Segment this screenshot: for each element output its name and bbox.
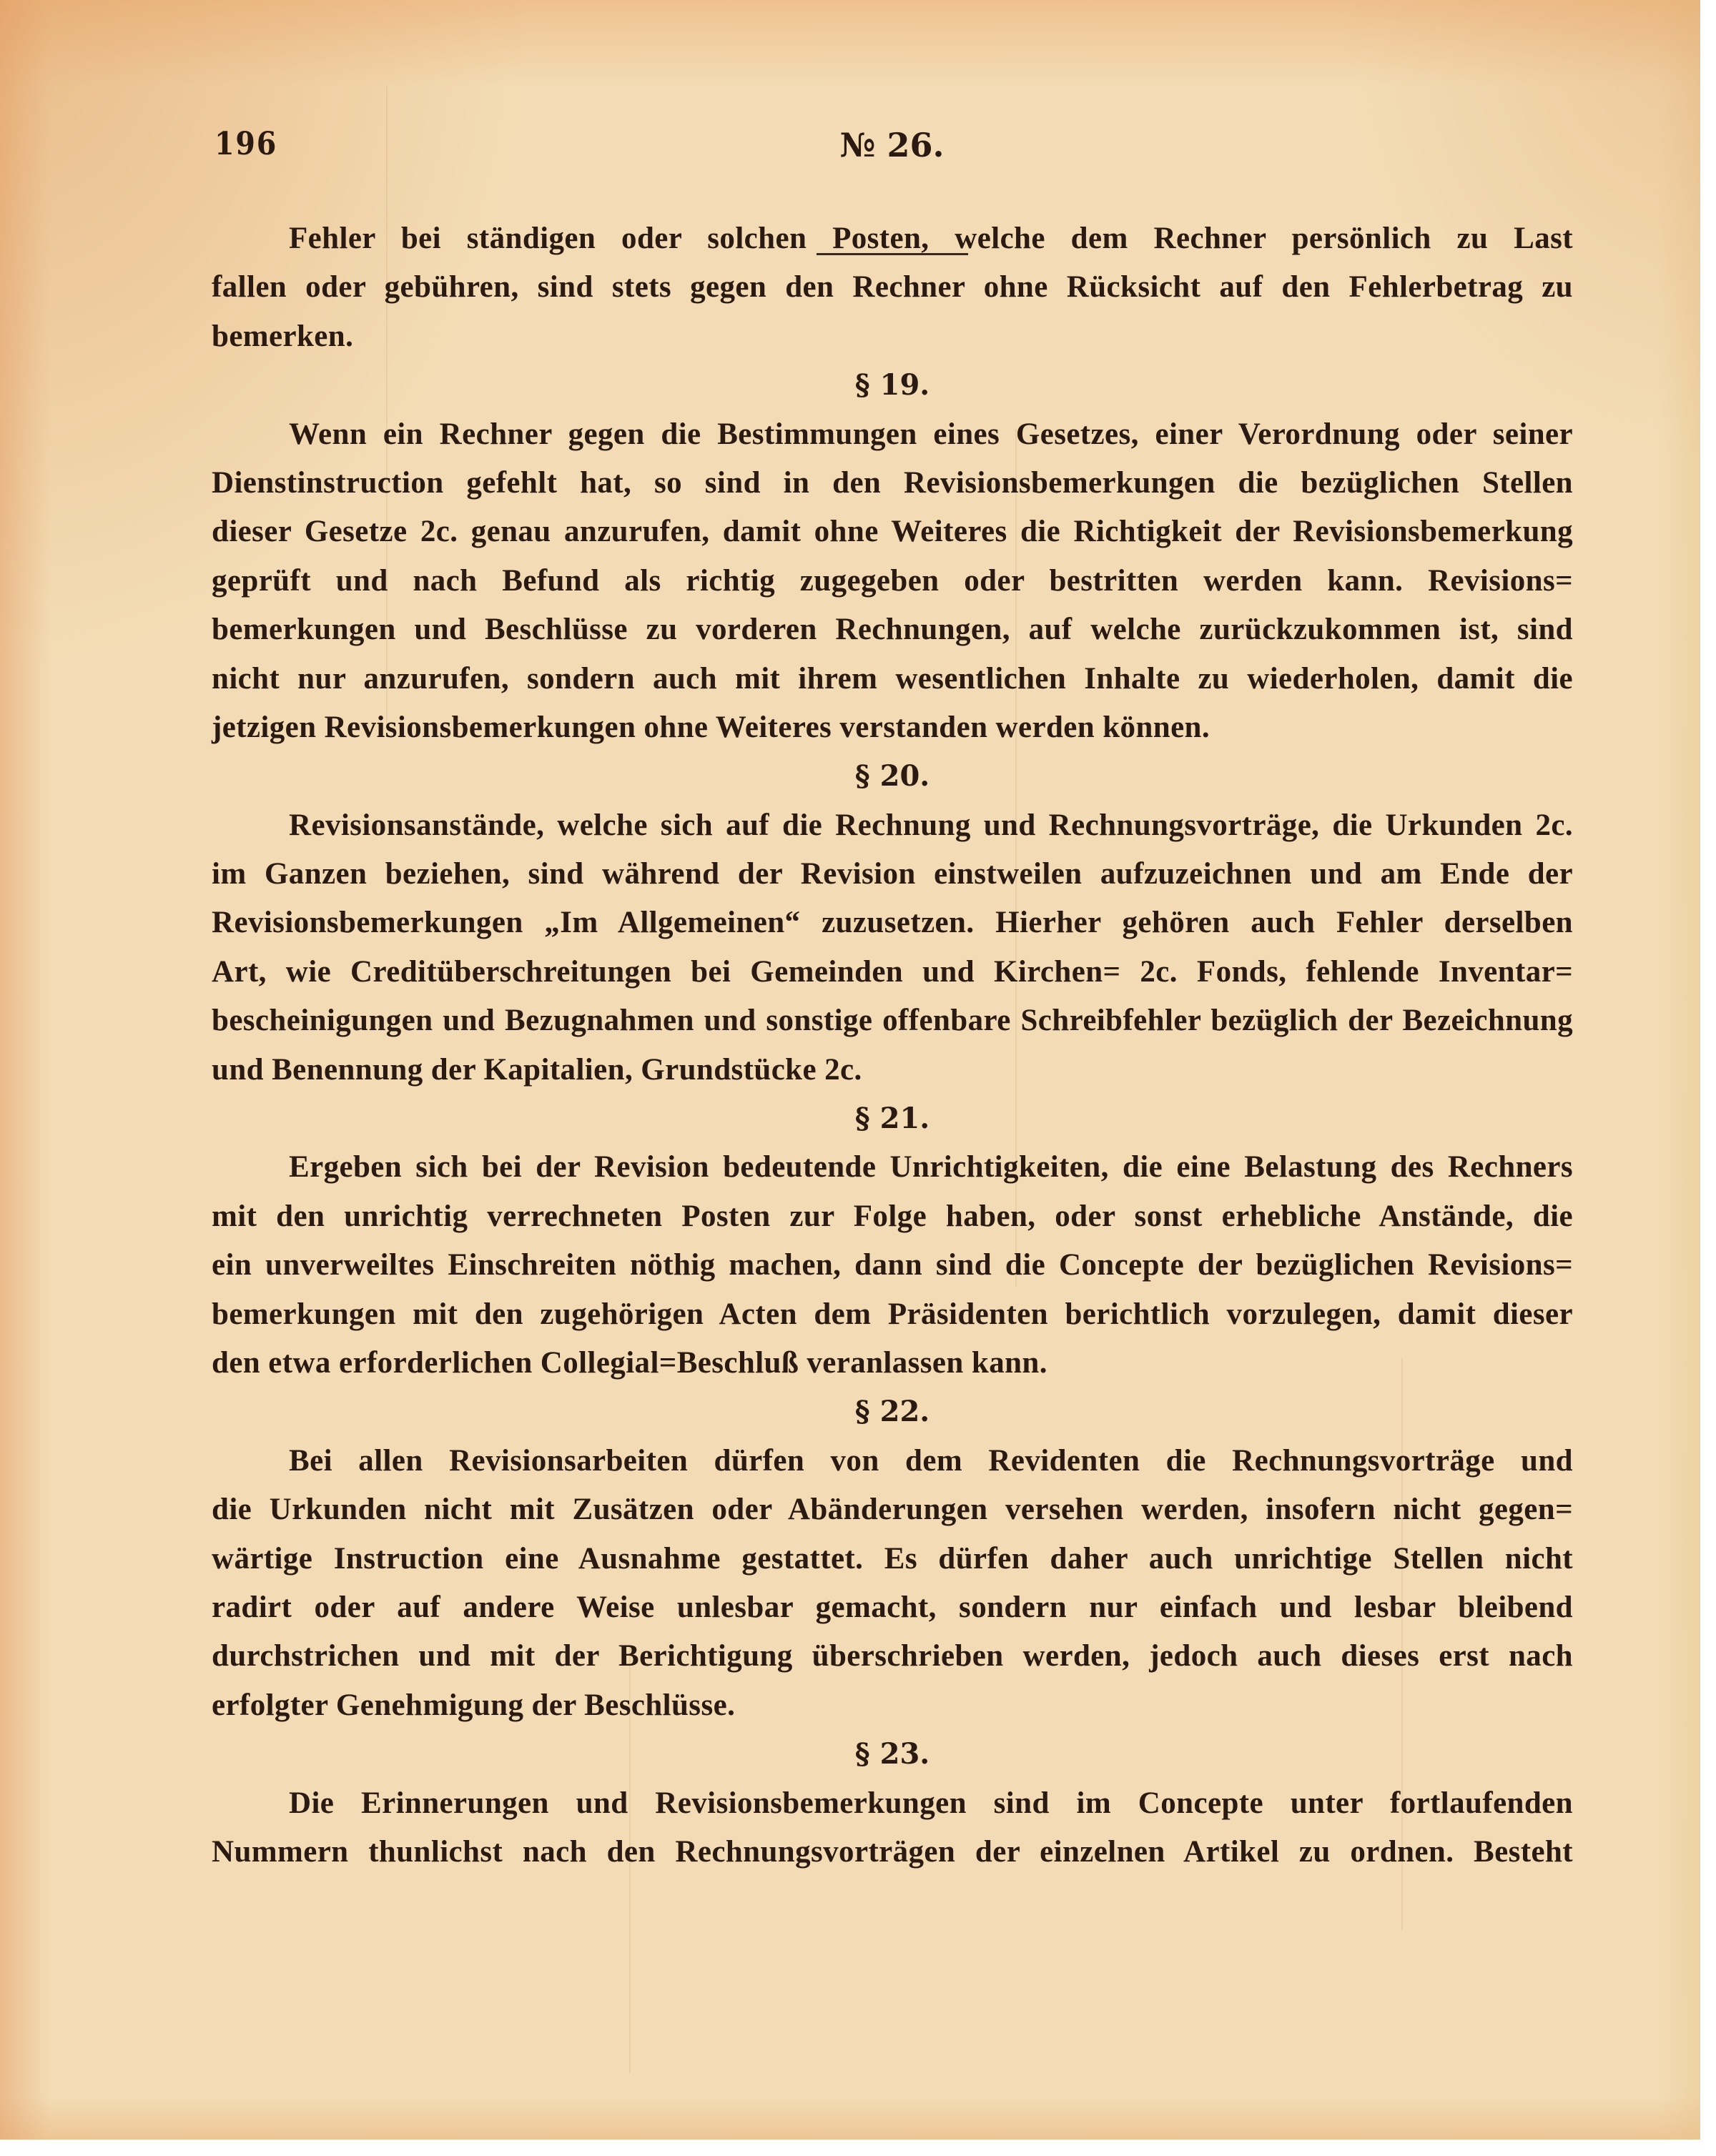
text-line: nicht nur anzurufen, sondern auch mit ihrem wesentlichen Inhalte zu wiederholen, damit die: [212, 661, 1573, 696]
text-line: radirt oder auf andere Weise unlesbar gemacht, sondern nur einfach und lesbar bleibend: [212, 1590, 1573, 1624]
text-line: bemerkungen mit den zugehörigen Acten dem Präsidenten berichtlich vorzulegen, damit dieser: [212, 1297, 1573, 1331]
section-heading: § 19.: [854, 368, 930, 402]
text-line: und Benennung der Kapitalien, Grundstücke 2c.: [212, 1052, 862, 1087]
text-line: durchstrichen und mit der Berichtigung überschrieben werden, jedoch auch dieses erst nach: [212, 1639, 1573, 1673]
text-line: erfolgter Genehmigung der Beschlüsse.: [212, 1688, 736, 1722]
text-line: bemerken.: [212, 319, 354, 353]
text-line: den etwa erforderlichen Collegial=Beschluß veranlassen kann.: [212, 1345, 1047, 1380]
section-heading: § 23.: [854, 1737, 930, 1771]
text-line: Art, wie Creditüberschreitungen bei Gemeinden und Kirchen= 2c. Fonds, fehlende Inventar=: [212, 954, 1573, 989]
section-heading: § 22.: [854, 1395, 930, 1429]
section-21: [212, 1094, 1573, 1388]
text-line: Dienstinstruction gefehlt hat, so sind in den Revisionsbemerkungen die bezüglichen Stellen: [212, 465, 1573, 500]
section-heading: § 21.: [854, 1102, 930, 1136]
text-line: bemerkungen und Beschlüsse zu vorderen Rechnungen, auf welche zurückzukommen ist, sind: [212, 613, 1573, 647]
text-line: Bei allen Revisionsarbeiten dürfen von dem Revidenten die Rechnungsvorträge und: [289, 1443, 1573, 1478]
page-number: 196: [214, 126, 278, 162]
text-line: dieser Gesetze 2c. genau anzurufen, damit ohne Weiteres die Richtigkeit der Revisionsbemerkung: [212, 515, 1573, 549]
document-body: [212, 214, 1573, 1876]
text-line: geprüft und nach Befund als richtig zugegeben oder bestritten werden kann. Revisions=: [212, 563, 1573, 598]
text-line: die Urkunden nicht mit Zusätzen oder Abänderungen versehen werden, insofern nicht gegen=: [212, 1493, 1573, 1527]
document-number: № 26.: [839, 126, 945, 164]
text-line: wärtige Instruction eine Ausnahme gestattet. Es dürfen daher auch unrichtige Stellen nicht: [212, 1541, 1573, 1576]
text-line: Fehler bei ständigen oder solchen Posten, welche dem Rechner persönlich zu Last: [289, 222, 1573, 255]
text-line: Nummern thunlichst nach den Rechnungsvorträgen der einzelnen Artikel zu ordnen. Besteht: [212, 1834, 1573, 1869]
text-line: Revisionsbemerkungen „Im Allgemeinen“ zuzusetzen. Hierher gehören auch Fehler derselben: [212, 906, 1573, 940]
text-line: jetzigen Revisionsbemerkungen ohne Weiteres verstanden werden können.: [212, 710, 1210, 744]
text-line: Wenn ein Rechner gegen die Bestimmungen eines Gesetzes, einer Verordnung oder seiner: [289, 417, 1573, 451]
section-22: [212, 1388, 1573, 1730]
text-line: Ergeben sich bei der Revision bedeutende Unrichtigkeiten, die eine Belastung des Rechners: [289, 1150, 1573, 1185]
text-line: Die Erinnerungen und Revisionsbemerkungen sind im Concepte unter fortlaufenden: [289, 1786, 1573, 1820]
section-continuation: [212, 214, 1573, 361]
text-line: fallen oder gebühren, sind stets gegen den Rechner ohne Rücksicht auf den Fehlerbetrag zu: [212, 270, 1573, 305]
text-line: mit den unrichtig verrechneten Posten zur Folge haben, oder sonst erhebliche Anstände, die: [212, 1199, 1573, 1233]
section-23: [212, 1730, 1573, 1876]
section-20: [212, 752, 1573, 1094]
text-line: ein unverweiltes Einschreiten nöthig machen, dann sind die Concepte der bezüglichen Revisions=: [212, 1248, 1573, 1282]
section-heading: § 20.: [854, 759, 930, 793]
text-line: im Ganzen beziehen, sind während der Revision einstweilen aufzuzeichnen und am Ende der: [212, 857, 1573, 891]
text-line: bescheinigungen und Bezugnahmen und sonstige offenbare Schreibfehler bezüglich der Bezeichnung: [212, 1004, 1573, 1038]
text-line: Revisionsanstände, welche sich auf die Rechnung und Rechnungsvorträge, die Urkunden 2c.: [289, 808, 1573, 842]
section-19: [212, 361, 1573, 752]
